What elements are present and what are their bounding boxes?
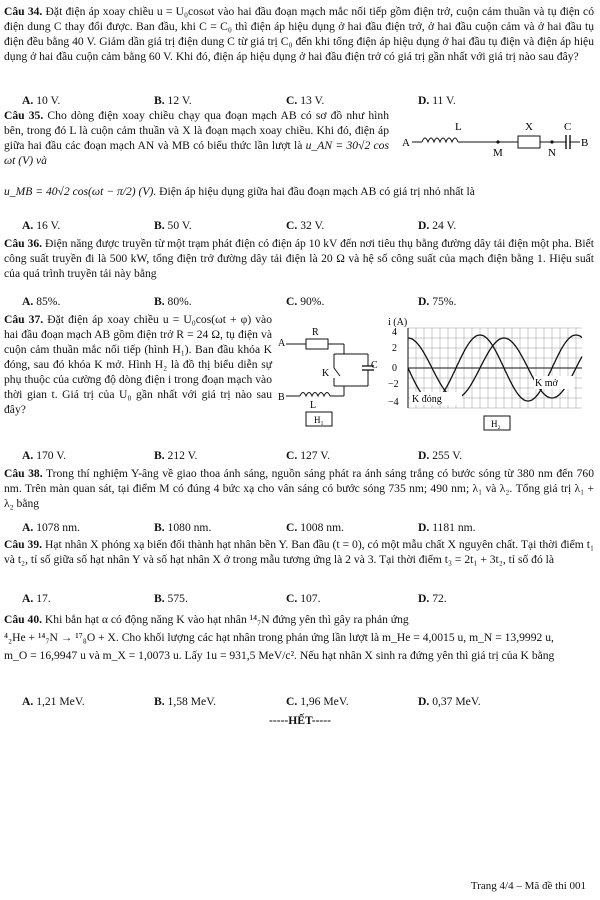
node-a-label: A <box>278 338 286 349</box>
switch-label: K <box>322 368 330 379</box>
capacitor-label: C <box>371 360 378 371</box>
switch-k <box>334 368 340 376</box>
node-b-label: B <box>278 392 285 403</box>
question-label: Câu 38. <box>4 467 43 480</box>
question-text: Điện áp hiệu dụng giữa hai đầu đoạn mạch AB có giá trị nhỏ nhất là <box>159 185 475 198</box>
option-c[interactable]: C. 127 V. <box>286 449 331 462</box>
graph-h2 <box>382 314 592 434</box>
question-label: Câu 37. <box>4 313 44 326</box>
k-open-label: K mở <box>535 378 558 389</box>
option-a[interactable]: A. 170 V. <box>22 449 67 462</box>
question-39-options <box>22 591 582 606</box>
question-35-continued <box>4 184 594 199</box>
question-39 <box>4 537 594 567</box>
option-d[interactable]: D. 75%. <box>418 295 457 308</box>
h2-caption: H₂ <box>491 419 501 429</box>
circuit-diagram-h1 <box>278 322 380 430</box>
option-a[interactable]: A. 85%. <box>22 295 61 308</box>
question-36-options <box>22 294 582 309</box>
option-d[interactable]: D. 72. <box>418 592 447 605</box>
question-37-options <box>22 448 582 463</box>
tick-label: −2 <box>388 379 399 390</box>
question-text: Cho dòng điện xoay chiều chạy qua đoạn mạch AB có sơ đồ như hình bên, trong đó L là cuộn cảm thuần và X là đoạn mạch xoay chiều. Khi đó, điện áp giữa hai đầu các đoạn mạch AN và MB có biểu thức lần lượt là <box>4 109 389 152</box>
question-text: Trong thí nghiệm Y-âng về giao thoa ánh sáng, nguồn sáng phát ra ánh sáng trắng có bước sóng từ 380 nm đến 760 nm. Trên màn quan sát, tại điểm M có đúng 4 bức xạ cho vân sáng có bước sóng 735 nm; 490 nm; λ₁ và λ₂. Tổng giá trị λ₁ + λ₂ bằng <box>4 467 594 510</box>
question-35-options <box>22 218 582 233</box>
node-m-label: M <box>493 147 503 159</box>
option-b[interactable]: B. 12 V. <box>154 94 192 107</box>
element-x-label: X <box>525 121 533 133</box>
tick-label: 4 <box>392 327 397 338</box>
inductor-label: L <box>310 400 317 411</box>
page-footer: Trang 4/4 – Mã đề thi 001 <box>470 880 586 892</box>
resistor-label: R <box>312 327 319 338</box>
option-a[interactable]: A. 10 V. <box>22 94 61 107</box>
inductor-icon <box>300 393 330 397</box>
option-a[interactable]: A. 1,21 MeV. <box>22 695 85 708</box>
option-b[interactable]: B. 575. <box>154 592 188 605</box>
inductor-label: L <box>455 121 462 133</box>
question-40-options <box>22 694 582 709</box>
question-label: Câu 39. <box>4 538 43 551</box>
question-text: Khi bắn hạt α có động năng K vào hạt nhân ¹⁴₇N đứng yên thì gây ra phản ứng <box>44 613 409 626</box>
question-35 <box>4 108 389 168</box>
question-text: Hạt nhân X phóng xạ biến đổi thành hạt nhân bền Y. Ban đầu (t = 0), có một mẫu chất X nguyên chất. Tại thời điểm t₁ và t₂, tỉ số giữa số hạt nhân Y và số hạt nhân X ở trong mẫu tương ứng là 2 và 3. Tại thời điểm t₃ = 2t₁ + 3t₂, tỉ số đó là <box>4 538 594 566</box>
y-axis-label: i (A) <box>388 317 408 328</box>
question-37 <box>4 312 272 417</box>
question-label: Câu 40. <box>4 613 43 626</box>
tick-label: 0 <box>392 363 397 374</box>
option-d[interactable]: D. 24 V. <box>418 219 457 232</box>
node-b-label: B <box>581 137 589 149</box>
node-n-label: N <box>548 147 556 159</box>
option-b[interactable]: B. 50 V. <box>154 219 192 232</box>
expression-umb: u_MB = 40√2 cos(ωt − π/2) (V). <box>4 185 157 198</box>
question-text: Đặt điện áp xoay chiều u = U₀cosωt vào hai đầu đoạn mạch mắc nối tiếp gồm điện trở, cuộn cảm thuần và tụ điện có điện dung C thay đổi được. Ban đầu, khi C = C₀ thì điện áp hiệu dụng ở hai đầu điện trở, ở hai đầu cuộn cảm và ở hai đầu tụ điện đều bằng 40 V. Giảm dần giá trị điện dung C từ giá trị C₀ đến khi tổng điện áp hiệu dụng ở hai đầu tụ điện và điện áp hiệu dụng ở hai đầu cuộn cảm bằng 60 V. Khi đó, điện áp hiệu dụng ở hai đầu điện trở có giá trị gần nhất với giá trị nào sau đây? <box>4 5 594 63</box>
node-a-label: A <box>402 137 410 149</box>
tick-label: 2 <box>392 343 397 354</box>
option-c[interactable]: C. 13 V. <box>286 94 325 107</box>
option-b[interactable]: B. 1080 nm. <box>154 521 212 534</box>
question-34-options <box>22 93 582 108</box>
question-text: m_O = 16,9947 u và m_X = 1,0073 u. Lấy 1u = 931,5 MeV/c². Nếu hạt nhân X sinh ra đứng yên thì giá trị của K bằng <box>4 649 555 662</box>
question-38 <box>4 466 594 511</box>
option-a[interactable]: A. 17. <box>22 592 51 605</box>
question-38-options <box>22 520 582 535</box>
question-36 <box>4 236 594 281</box>
circuit-diagram-35 <box>400 118 592 160</box>
option-c[interactable]: C. 32 V. <box>286 219 325 232</box>
question-label: Câu 36. <box>4 237 43 250</box>
question-text: Đặt điện áp xoay chiều u = U₀cos(ωt + φ) vào hai đầu đoạn mạch AB gồm điện trở R = 24 Ω, tụ điện và cuộn cảm thuần mắc nối tiếp (hình H₁). Ban đầu khóa K đóng, sau đó khóa K mở. Hình H₂ là đồ thị biểu diễn sự phụ thuộc của cường độ dòng điện i trong đoạn mạch vào thời gian t. Giá trị của U₀ gần nhất với giá trị nào sau đây? <box>4 313 272 416</box>
option-d[interactable]: D. 1181 nm. <box>418 521 476 534</box>
question-text: Điện năng được truyền từ một trạm phát điện có điện áp 10 kV đến nơi tiêu thụ bằng đường dây tải điện một pha. Biết công suất truyền đi là 500 kW, tổng điện trở đường dây tải điện là 20 Ω và hệ số công suất của mạch điện bằng 1. Hiệu suất của quá trình truyền tải này bằng <box>4 237 594 280</box>
option-b[interactable]: B. 80%. <box>154 295 192 308</box>
question-34 <box>4 4 594 64</box>
capacitor-label: C <box>564 121 572 133</box>
tick-label: −4 <box>388 397 399 408</box>
option-c[interactable]: C. 1,96 MeV. <box>286 695 349 708</box>
option-b[interactable]: B. 1,58 MeV. <box>154 695 216 708</box>
option-d[interactable]: D. 11 V. <box>418 94 456 107</box>
option-c[interactable]: C. 107. <box>286 592 321 605</box>
question-label: Câu 35. <box>4 109 44 122</box>
h1-caption: H₁ <box>314 415 324 425</box>
inductor-icon <box>422 138 458 142</box>
option-d[interactable]: D. 255 V. <box>418 449 463 462</box>
option-a[interactable]: A. 16 V. <box>22 219 61 232</box>
option-a[interactable]: A. 1078 nm. <box>22 521 80 534</box>
k-closed-label: K đóng <box>412 394 442 405</box>
option-d[interactable]: D. 0,37 MeV. <box>418 695 481 708</box>
option-c[interactable]: C. 90%. <box>286 295 325 308</box>
end-mark: -----HẾT----- <box>268 714 332 727</box>
reaction-equation: ⁴₂He + ¹⁴₇N → ¹⁷₈O + X. Cho khối lượng các hạt nhân trong phản ứng lần lượt là m_He = 4,0015 u, m_N = 13,9992 u, <box>4 631 554 644</box>
question-40 <box>4 612 594 663</box>
option-c[interactable]: C. 1008 nm. <box>286 521 344 534</box>
expression-uan: u_AN = 30√2 cos ωt (V) và <box>4 139 389 167</box>
question-label: Câu 34. <box>4 5 43 18</box>
resistor-box <box>306 339 328 349</box>
element-x-box <box>518 136 540 148</box>
option-b[interactable]: B. 212 V. <box>154 449 198 462</box>
